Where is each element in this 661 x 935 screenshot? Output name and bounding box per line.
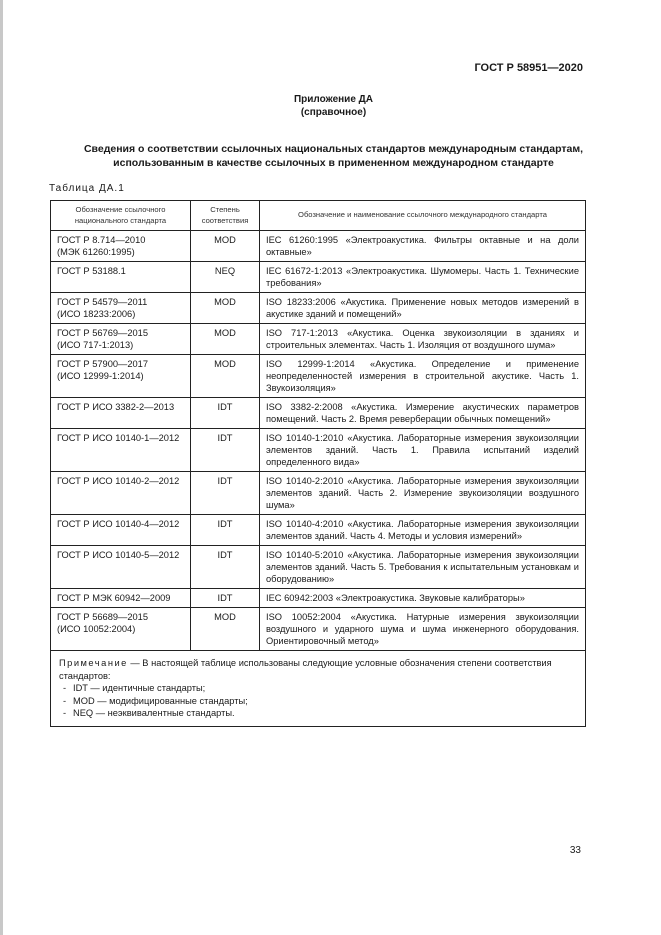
national-standard-line: (ИСО 12999-1:2014)	[57, 371, 144, 381]
national-standard-cell	[51, 293, 191, 324]
national-standard-line: ГОСТ Р ИСО 10140-2—2012	[57, 476, 180, 486]
international-standard-cell: IEC 61260:1995 «Электроакустика. Фильтры октавные и на доли октавные»	[260, 231, 586, 262]
national-standard-cell	[51, 608, 191, 651]
header-degree: Степень соответствия	[191, 201, 260, 231]
international-standard-cell: IEC 60942:2003 «Электроакустика. Звуковые калибраторы»	[260, 589, 586, 608]
degree-cell: IDT	[191, 429, 260, 472]
header-international-standard: Обозначение и наименование ссылочного международного стандарта	[260, 201, 586, 231]
national-standard-line: ГОСТ Р 56689—2015	[57, 612, 149, 622]
national-standard-cell	[51, 429, 191, 472]
table-row	[51, 429, 586, 472]
national-standard-line: (МЭК 61260:1995)	[57, 247, 135, 257]
degree-cell: MOD	[191, 355, 260, 398]
national-standard-line: ГОСТ Р 53188.1	[57, 266, 126, 276]
section-heading-line2: использованным в качестве ссылочных в примененном международном стандарте	[113, 157, 554, 169]
appendix-heading	[3, 93, 661, 119]
national-standard-line: (ИСО 717-1:2013)	[57, 340, 134, 350]
national-standard-cell	[51, 546, 191, 589]
table-row	[51, 355, 586, 398]
appendix-title: Приложение ДА	[293, 94, 374, 105]
national-standard-line: ГОСТ Р МЭК 60942—2009	[57, 593, 171, 603]
national-standard-line: ГОСТ Р ИСО 3382-2—2013	[57, 402, 175, 412]
table-row	[51, 472, 586, 515]
national-standard-cell	[51, 472, 191, 515]
national-standard-cell	[51, 589, 191, 608]
international-standard-cell: ISO 3382-2:2008 «Акустика. Измерение акустических параметров помещений. Часть 2. Время реверберации обычных помещений»	[260, 398, 586, 429]
note-list	[59, 682, 577, 720]
table-title: Таблица ДА.1	[49, 183, 125, 194]
international-standard-cell: ISO 18233:2006 «Акустика. Применение новых методов измерений в акустике зданий и помещений»	[260, 293, 586, 324]
page-number: 33	[569, 845, 581, 856]
note-item: - IDT — идентичные стандарты;	[59, 682, 577, 695]
note-item: - MOD — модифицированные стандарты;	[59, 695, 577, 708]
national-standard-cell	[51, 262, 191, 293]
table-row	[51, 515, 586, 546]
national-standard-line: (ИСО 10052:2004)	[57, 624, 136, 634]
international-standard-cell: ISO 10140-4:2010 «Акустика. Лабораторные измерения звукоизоляции элементов зданий. Часть 4. Методы и условия измерений»	[260, 515, 586, 546]
note-dash: —	[127, 658, 143, 668]
national-standard-line: (ИСО 18233:2006)	[57, 309, 136, 319]
national-standard-cell	[51, 231, 191, 262]
national-standard-line: ГОСТ Р 8.714—2010	[57, 235, 146, 245]
appendix-subtitle: (справочное)	[300, 107, 367, 118]
national-standard-line: ГОСТ Р ИСО 10140-5—2012	[57, 550, 180, 560]
international-standard-cell: IEC 61672-1:2013 «Электроакустика. Шумомеры. Часть 1. Технические требования»	[260, 262, 586, 293]
national-standard-line: ГОСТ Р 54579—2011	[57, 297, 148, 307]
degree-cell: IDT	[191, 515, 260, 546]
international-standard-cell: ISO 12999-1:2014 «Акустика. Определение и применение неопределенностей измерения в строительной акустике. Часть 1. Звукоизоляция»	[260, 355, 586, 398]
national-standard-line: ГОСТ Р ИСО 10140-4—2012	[57, 519, 180, 529]
note-item: - NEQ — неэквивалентные стандарты.	[59, 707, 577, 720]
degree-cell: IDT	[191, 589, 260, 608]
degree-cell: MOD	[191, 324, 260, 355]
table-row	[51, 293, 586, 324]
degree-cell: IDT	[191, 398, 260, 429]
international-standard-cell: ISO 10140-2:2010 «Акустика. Лабораторные измерения звукоизоляции элементов зданий. Часть 2. Измерение звукоизоляции воздушного шума»	[260, 472, 586, 515]
table-row	[51, 324, 586, 355]
international-standard-cell: ISO 10140-1:2010 «Акустика. Лабораторные измерения звукоизоляции элементов зданий. Часть 1. Правила испытаний изделий определенного вида»	[260, 429, 586, 472]
international-standard-cell: ISO 10052:2004 «Акустика. Натурные измерения звукоизоляции воздушного и ударного шума и шума инженерного оборудования. Ориентировочный метод»	[260, 608, 586, 651]
degree-cell: MOD	[191, 293, 260, 324]
table-header-row	[51, 201, 586, 231]
note-text: В настоящей таблице использованы следующие условные обозначения степени соответствия стандартов:	[59, 658, 552, 681]
section-heading-line1: Сведения о соответствии ссылочных национальных стандартов международным стандартам,	[83, 143, 584, 155]
national-standard-cell	[51, 515, 191, 546]
table-row	[51, 546, 586, 589]
table-row	[51, 262, 586, 293]
national-standard-line: ГОСТ Р 57900—2017	[57, 359, 149, 369]
table-row	[51, 231, 586, 262]
note-label: Примечание	[59, 658, 128, 668]
table-note	[51, 651, 586, 727]
degree-cell: MOD	[191, 608, 260, 651]
national-standard-cell	[51, 398, 191, 429]
degree-cell: NEQ	[191, 262, 260, 293]
correspondence-table	[50, 200, 586, 727]
table-row	[51, 398, 586, 429]
national-standard-cell	[51, 324, 191, 355]
table-row	[51, 608, 586, 651]
document-code: ГОСТ Р 58951—2020	[474, 62, 583, 74]
degree-cell: MOD	[191, 231, 260, 262]
national-standard-cell	[51, 355, 191, 398]
table-row	[51, 589, 586, 608]
national-standard-line: ГОСТ Р 56769—2015	[57, 328, 149, 338]
international-standard-cell: ISO 717-1:2013 «Акустика. Оценка звукоизоляции в зданиях и строительных элементах. Часть 1. Изоляция от воздушного шума»	[260, 324, 586, 355]
degree-cell: IDT	[191, 546, 260, 589]
international-standard-cell: ISO 10140-5:2010 «Акустика. Лабораторные измерения звукоизоляции элементов зданий. Часть 5. Требования к испытательным установкам и оборудованию»	[260, 546, 586, 589]
degree-cell: IDT	[191, 472, 260, 515]
header-national-standard: Обозначение ссылочного национального стандарта	[51, 201, 191, 231]
section-heading	[43, 142, 624, 170]
table-note-row	[51, 651, 586, 727]
national-standard-line: ГОСТ Р ИСО 10140-1—2012	[57, 433, 180, 443]
note-paragraph	[59, 657, 577, 682]
